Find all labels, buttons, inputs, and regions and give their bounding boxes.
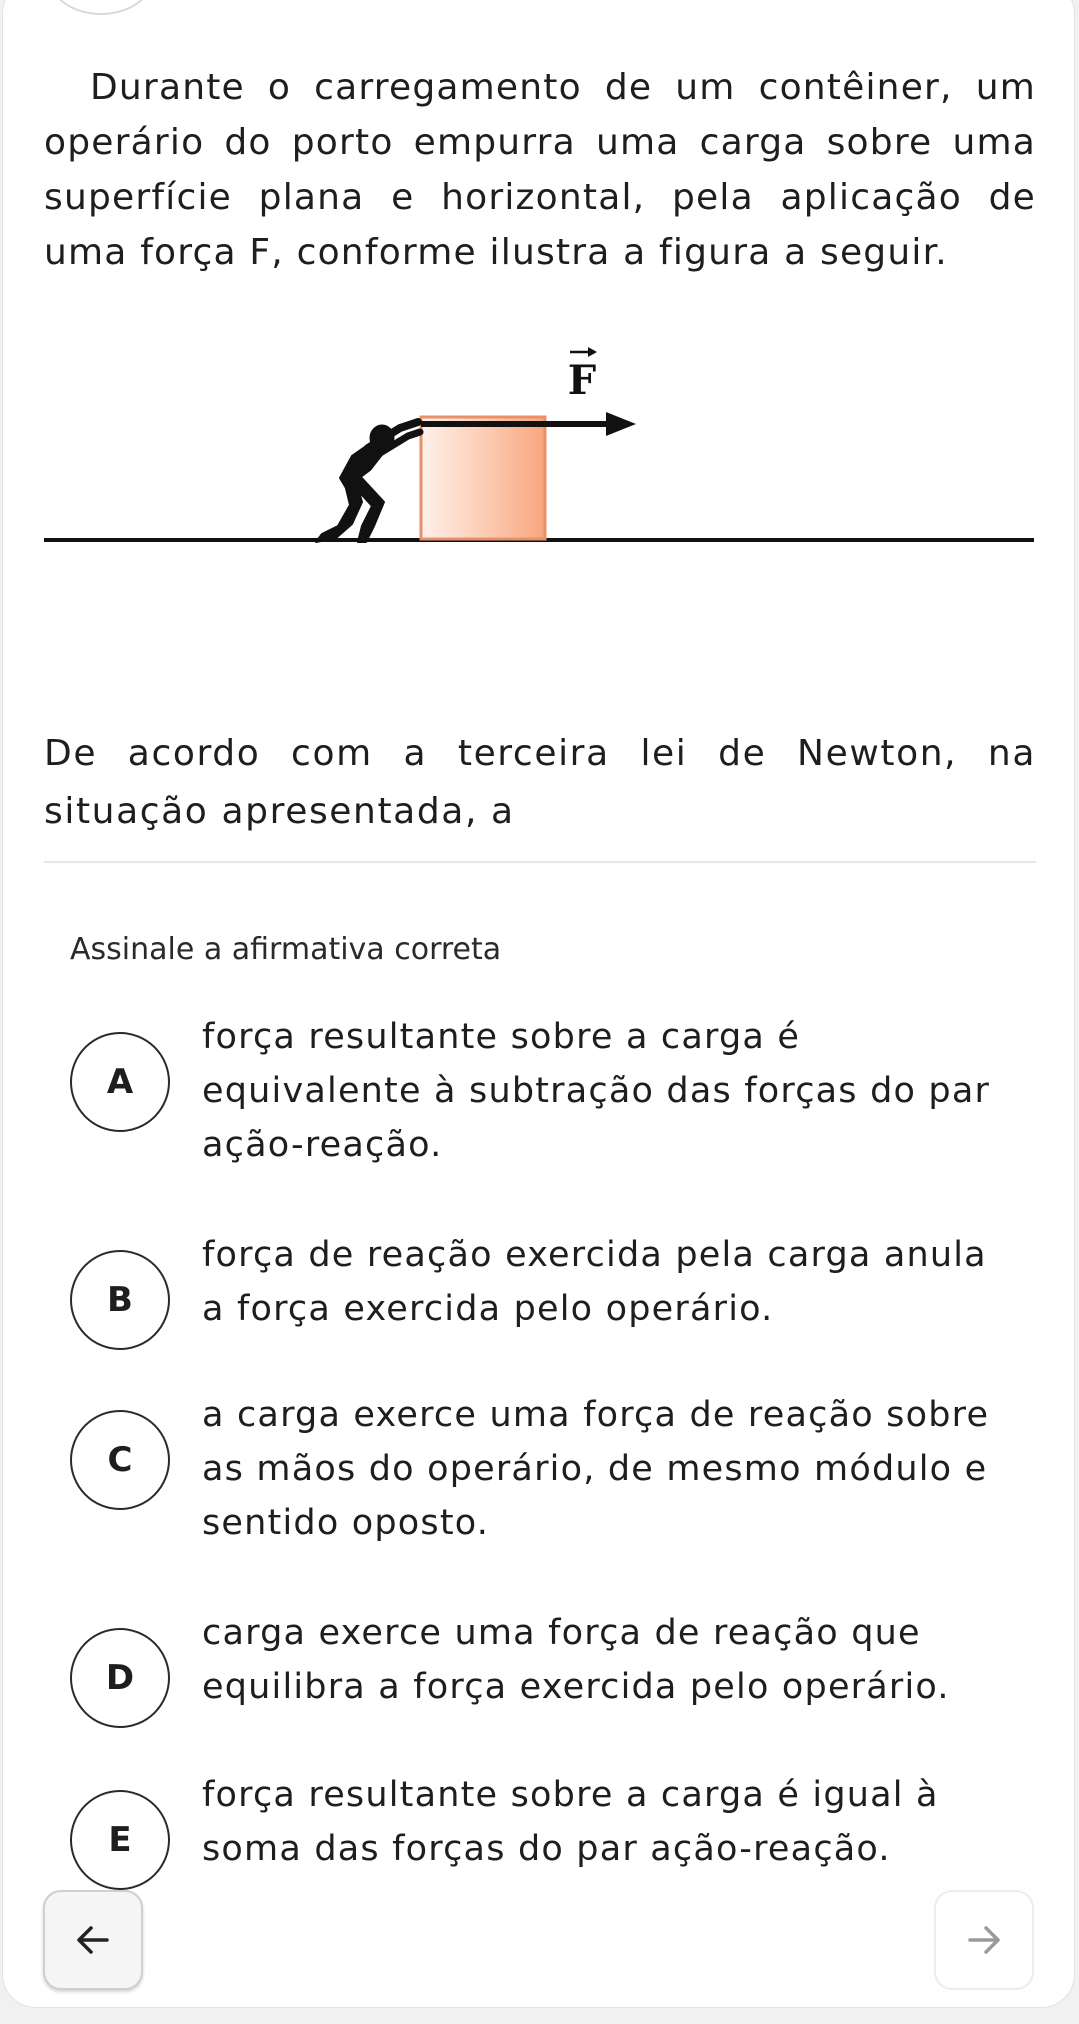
physics-figure bbox=[0, 330, 1079, 560]
arrow-right-icon bbox=[964, 1920, 1004, 1960]
option-text[interactable]: força resultante sobre a carga é igual à soma das forças do par ação-reação. bbox=[202, 1775, 939, 1869]
previous-option-circle bbox=[49, 0, 153, 15]
option-text[interactable]: a carga exerce uma força de reação sobre as mãos do operário, de mesmo módulo e sentido oposto. bbox=[202, 1395, 990, 1543]
option-letter-circle[interactable]: D bbox=[70, 1628, 170, 1728]
option-text[interactable]: força de reação exercida pela carga anula a força exercida pelo operário. bbox=[202, 1235, 987, 1329]
divider bbox=[44, 861, 1036, 863]
worker-silhouette bbox=[316, 422, 420, 542]
next-button[interactable] bbox=[934, 1890, 1034, 1990]
instruction-text: Assinale a afirmativa correta bbox=[70, 932, 502, 967]
question-text: De acordo com a terceira lei de Newton, na situação apresentada, a bbox=[44, 733, 1036, 832]
option-letter-circle[interactable]: A bbox=[70, 1032, 170, 1132]
previous-button[interactable] bbox=[43, 1890, 143, 1990]
option-text[interactable]: força resultante sobre a carga é equivalente à subtração das forças do par ação-reação. bbox=[202, 1017, 991, 1165]
cargo-box bbox=[421, 417, 545, 539]
force-label: F bbox=[567, 357, 597, 404]
option-text[interactable]: carga exerce uma força de reação que equilibra a força exercida pelo operário. bbox=[202, 1613, 950, 1707]
option-letter-circle[interactable]: B bbox=[70, 1250, 170, 1350]
arrow-left-icon bbox=[73, 1920, 113, 1960]
option-letter-circle[interactable]: E bbox=[70, 1790, 170, 1890]
option-letter-circle[interactable]: C bbox=[70, 1410, 170, 1510]
force-arrow-head bbox=[606, 412, 636, 436]
question-statement: Durante o carregamento de um contêiner, um operário do porto empurra uma carga sobre uma superfície plana e horizontal, pela aplicação de uma força F, conforme ilustra a figura a seguir. bbox=[44, 67, 1036, 273]
